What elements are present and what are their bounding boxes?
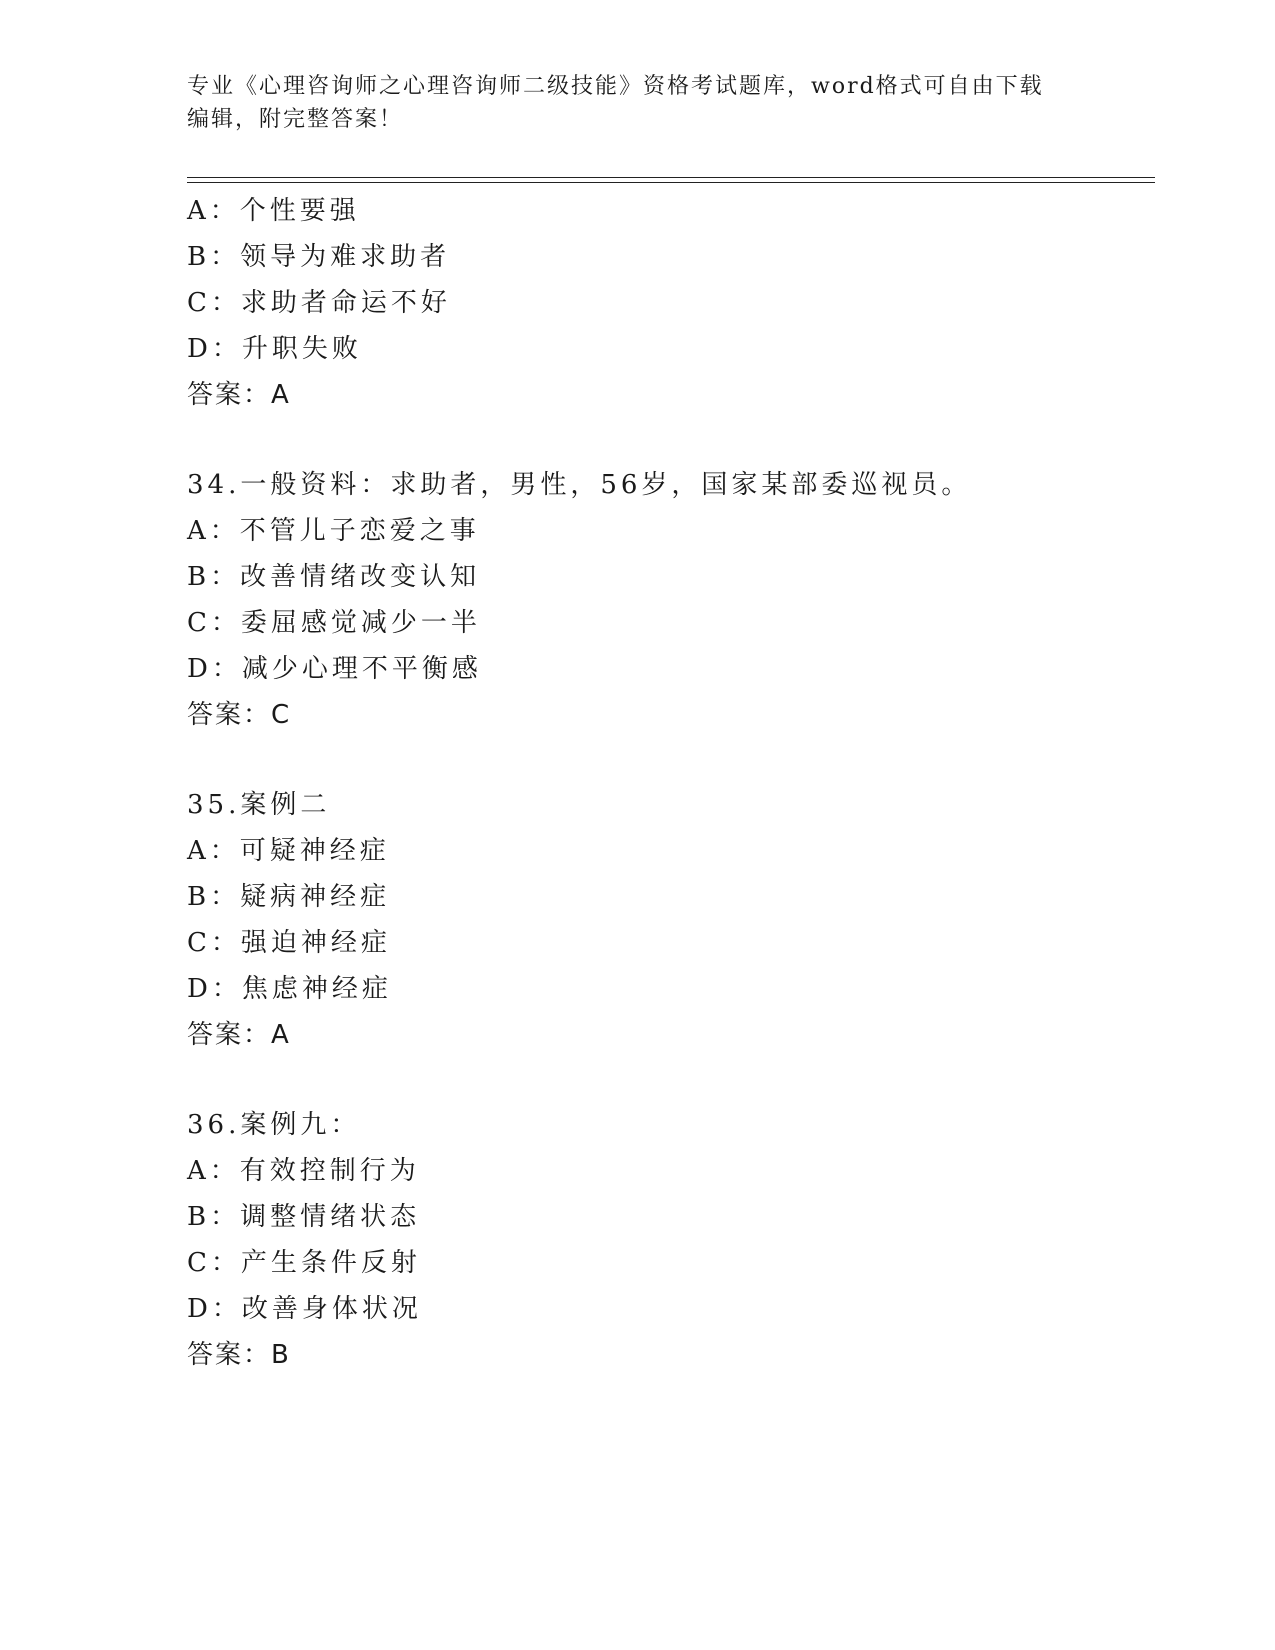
question-list	[187, 188, 1155, 1378]
option-b: B：疑病神经症	[187, 882, 391, 912]
option-c: C：产生条件反射	[187, 1248, 421, 1278]
question-text: 34.一般资料：求助者，男性，56岁，国家某部委巡视员。	[187, 470, 972, 500]
option-b: B：领导为难求助者	[187, 242, 451, 272]
option-d: D：减少心理不平衡感	[187, 654, 482, 684]
question-block	[187, 188, 1155, 418]
header-divider-top	[187, 177, 1155, 178]
answer-line: 答案：A	[187, 1020, 291, 1050]
question-block	[187, 782, 1155, 1058]
question-block	[187, 462, 1155, 738]
document-header	[187, 70, 1067, 136]
option-c: C：强迫神经症	[187, 928, 391, 958]
option-c: C：委屈感觉减少一半	[187, 608, 481, 638]
option-a: A：个性要强	[187, 196, 360, 226]
option-d: D：升职失败	[187, 334, 362, 364]
option-d: D：焦虑神经症	[187, 974, 392, 1004]
option-a: A：有效控制行为	[187, 1156, 420, 1186]
header-line-1: 专业《心理咨询师之心理咨询师二级技能》资格考试题库，word格式可自由下载	[187, 74, 1044, 99]
header-line-2: 编辑，附完整答案！	[187, 107, 404, 132]
question-text: 35.案例二	[187, 790, 331, 820]
option-d: D：改善身体状况	[187, 1294, 422, 1324]
option-c: C：求助者命运不好	[187, 288, 451, 318]
header-divider-bottom	[187, 182, 1155, 183]
answer-line: 答案：B	[187, 1340, 291, 1370]
question-text: 36.案例九：	[187, 1110, 361, 1140]
question-block	[187, 1102, 1155, 1378]
answer-line: 答案：C	[187, 700, 292, 730]
option-a: A：不管儿子恋爱之事	[187, 516, 480, 546]
option-a: A：可疑神经症	[187, 836, 390, 866]
option-b: B：调整情绪状态	[187, 1202, 421, 1232]
option-b: B：改善情绪改变认知	[187, 562, 481, 592]
answer-line: 答案：A	[187, 380, 291, 410]
